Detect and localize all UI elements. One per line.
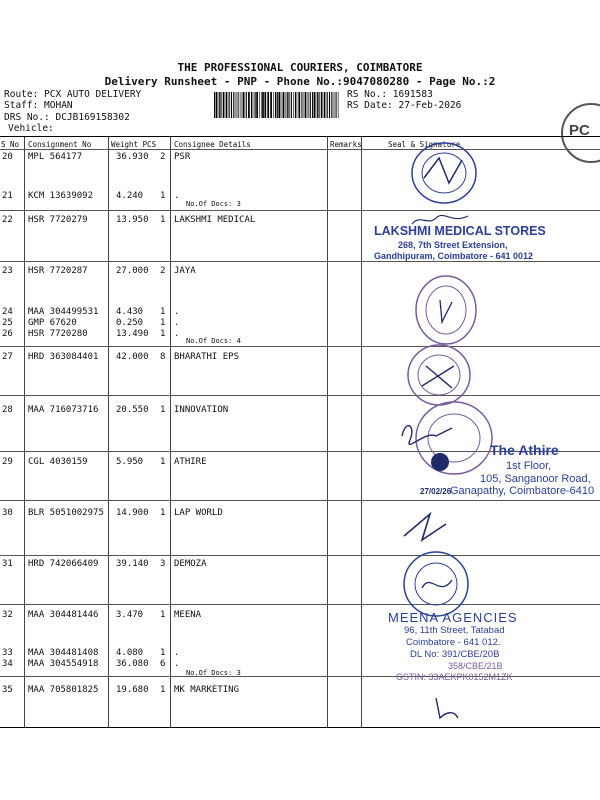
row-consignment-no: HSR 7720287: [28, 266, 88, 276]
athire-stamp-address-2: 105, Sanganoor Road,: [480, 473, 591, 485]
row-weight: 36.930: [116, 152, 149, 162]
row-pcs: 1: [160, 685, 166, 695]
signature-row35: [428, 690, 464, 724]
athire-stamp-date: 27/02/26: [420, 487, 452, 496]
row-consignee: ATHIRE: [174, 457, 207, 467]
row-sno: 23: [2, 266, 13, 276]
row-consignee: .: [174, 648, 180, 658]
row-weight: 19.680: [116, 685, 149, 695]
row-weight: 27.000: [116, 266, 149, 276]
row-sno: 24: [2, 307, 13, 317]
row-pcs: 1: [160, 318, 166, 328]
row-weight: 3.470: [116, 610, 144, 620]
route-info: Route: PCX AUTO DELIVERY: [4, 89, 142, 100]
col-header-consignee: Consignee Details: [174, 140, 251, 149]
row-sno: 30: [2, 508, 13, 518]
meena-stamp-gstin: GSTIN: 33AEKPK0152M1ZK: [396, 672, 513, 682]
row-consignee: LAKSHMI MEDICAL: [174, 215, 256, 225]
docs-note-3: No.Of Docs: 3: [186, 669, 241, 677]
row-consignee: INNOVATION: [174, 405, 229, 415]
row-weight: 42.000: [116, 352, 149, 362]
col-header-sno: S No: [1, 140, 20, 149]
row-sno: 35: [2, 685, 13, 695]
row-sno: 26: [2, 329, 13, 339]
row-consignee: BHARATHI EPS: [174, 352, 240, 362]
docs-note-1: No.Of Docs: 3: [186, 200, 241, 208]
row-consignee: .: [174, 191, 180, 201]
col-header-remarks: Remarks: [330, 140, 362, 149]
row-consignment-no: CGL 4030159: [28, 457, 88, 467]
vehicle-info: Vehicle:: [8, 123, 54, 134]
row-weight: 13.490: [116, 329, 149, 339]
row-weight: 4.240: [116, 191, 144, 201]
row-consignment-no: MAA 705801825: [28, 685, 99, 695]
row-consignee: MK MARKETING: [174, 685, 240, 695]
row-consignment-no: MAA 304481446: [28, 610, 99, 620]
row-weight: 20.550: [116, 405, 149, 415]
round-seal-stamp-row20: [404, 138, 484, 208]
row-pcs: 1: [160, 307, 166, 317]
row-weight: 5.950: [116, 457, 144, 467]
row-sno: 32: [2, 610, 13, 620]
row-sno: 21: [2, 191, 13, 201]
row-sno: 34: [2, 659, 13, 669]
row-sno: 27: [2, 352, 13, 362]
row-pcs: 2: [160, 152, 166, 162]
row-weight: 4.430: [116, 307, 144, 317]
row-consignment-no: HRD 742066409: [28, 559, 99, 569]
row-weight: 0.250: [116, 318, 144, 328]
staff-info: Staff: MOHAN: [4, 100, 73, 111]
row-pcs: 1: [160, 191, 166, 201]
row-pcs: 1: [160, 457, 166, 467]
row-consignment-no: MAA 304554918: [28, 659, 99, 669]
row-weight: 13.950: [116, 215, 149, 225]
row-consignee: .: [174, 329, 180, 339]
row-consignment-no: MAA 304499531: [28, 307, 99, 317]
row-consignee: .: [174, 318, 180, 328]
row-consignee: .: [174, 659, 180, 669]
rs-date: RS Date: 27-Feb-2026: [347, 100, 462, 111]
lakshmi-stamp-name: LAKSHMI MEDICAL STORES: [374, 224, 546, 238]
row-consignment-no: GMP 67620: [28, 318, 77, 328]
row-consignment-no: HSR 7720280: [28, 329, 88, 339]
row-pcs: 1: [160, 329, 166, 339]
row-pcs: 6: [160, 659, 166, 669]
barcode: [214, 92, 340, 118]
row-pcs: 2: [160, 266, 166, 276]
meena-stamp-address-1: 96, 11th Street, Tatabad: [404, 625, 505, 636]
meena-stamp-address-2: Coimbatore - 641 012.: [406, 637, 501, 648]
row-consignment-no: HRD 363084401: [28, 352, 99, 362]
signature-row22: [410, 212, 470, 228]
row-weight: 36.080: [116, 659, 149, 669]
row-weight: 39.140: [116, 559, 149, 569]
row-consignment-no: MAA 716073716: [28, 405, 99, 415]
row-consignment-no: BLR 5051002975: [28, 508, 104, 518]
row-sno: 20: [2, 152, 13, 162]
row-consignee: MEENA: [174, 610, 202, 620]
row-consignee: LAP WORLD: [174, 508, 223, 518]
col-header-consignment: Consignment No: [28, 140, 92, 149]
document-title: THE PROFESSIONAL COURIERS, COIMBATORE: [177, 61, 423, 74]
row-consignment-no: MAA 304481408: [28, 648, 99, 658]
row-pcs: 1: [160, 648, 166, 658]
row-consignee: DEMOZA: [174, 559, 207, 569]
row-consignment-no: KCM 13639092: [28, 191, 94, 201]
row-sno: 28: [2, 405, 13, 415]
row-sno: 25: [2, 318, 13, 328]
row-consignee: JAYA: [174, 266, 196, 276]
document-subtitle: Delivery Runsheet - PNP - Phone No.:9047080280 - Page No.:2: [104, 75, 496, 88]
lakshmi-stamp-address-1: 268, 7th Street Extension,: [398, 240, 508, 250]
meena-stamp-dl-1: DL No: 391/CBE/20B: [410, 649, 500, 660]
row-sno: 31: [2, 559, 13, 569]
round-seal-stamp-row28: [392, 396, 502, 482]
row-pcs: 1: [160, 610, 166, 620]
row-pcs: 8: [160, 352, 166, 362]
row-pcs: 3: [160, 559, 166, 569]
row-pcs: 1: [160, 508, 166, 518]
athire-stamp-name: The Athire: [490, 442, 559, 458]
athire-stamp-address-1: 1st Floor,: [506, 460, 552, 472]
drs-number: DRS No.: DCJB169158302: [4, 112, 130, 123]
corner-logo-text: PC: [569, 122, 590, 139]
lakshmi-stamp-address-2: Gandhipuram, Coimbatore - 641 0012: [374, 251, 534, 261]
meena-stamp-name: MEENA AGENCIES: [388, 610, 518, 625]
row-sno: 22: [2, 215, 13, 225]
athire-stamp-address-3: Ganapathy, Coimbatore-6410: [450, 485, 595, 497]
row-weight: 4.080: [116, 648, 144, 658]
row-pcs: 1: [160, 405, 166, 415]
row-consignment-no: HSR 7720279: [28, 215, 88, 225]
rs-number: RS No.: 1691583: [347, 89, 433, 100]
row-pcs: 1: [160, 215, 166, 225]
row-weight: 14.900: [116, 508, 149, 518]
meena-stamp-dl-2: 358/CBE/21B: [448, 661, 503, 671]
row-consignee: .: [174, 307, 180, 317]
col-header-weight-pcs: Weight PCS: [111, 140, 157, 149]
docs-note-2: No.Of Docs: 4: [186, 337, 241, 345]
col-header-seal-signature: Seal & Signature: [388, 140, 461, 149]
row-sno: 29: [2, 457, 13, 467]
row-consignment-no: MPL 564177: [28, 152, 83, 162]
round-seal-stamp-row24: [412, 272, 480, 348]
row-sno: 33: [2, 648, 13, 658]
row-consignee: PSR: [174, 152, 191, 162]
signature-row30: [400, 506, 450, 546]
